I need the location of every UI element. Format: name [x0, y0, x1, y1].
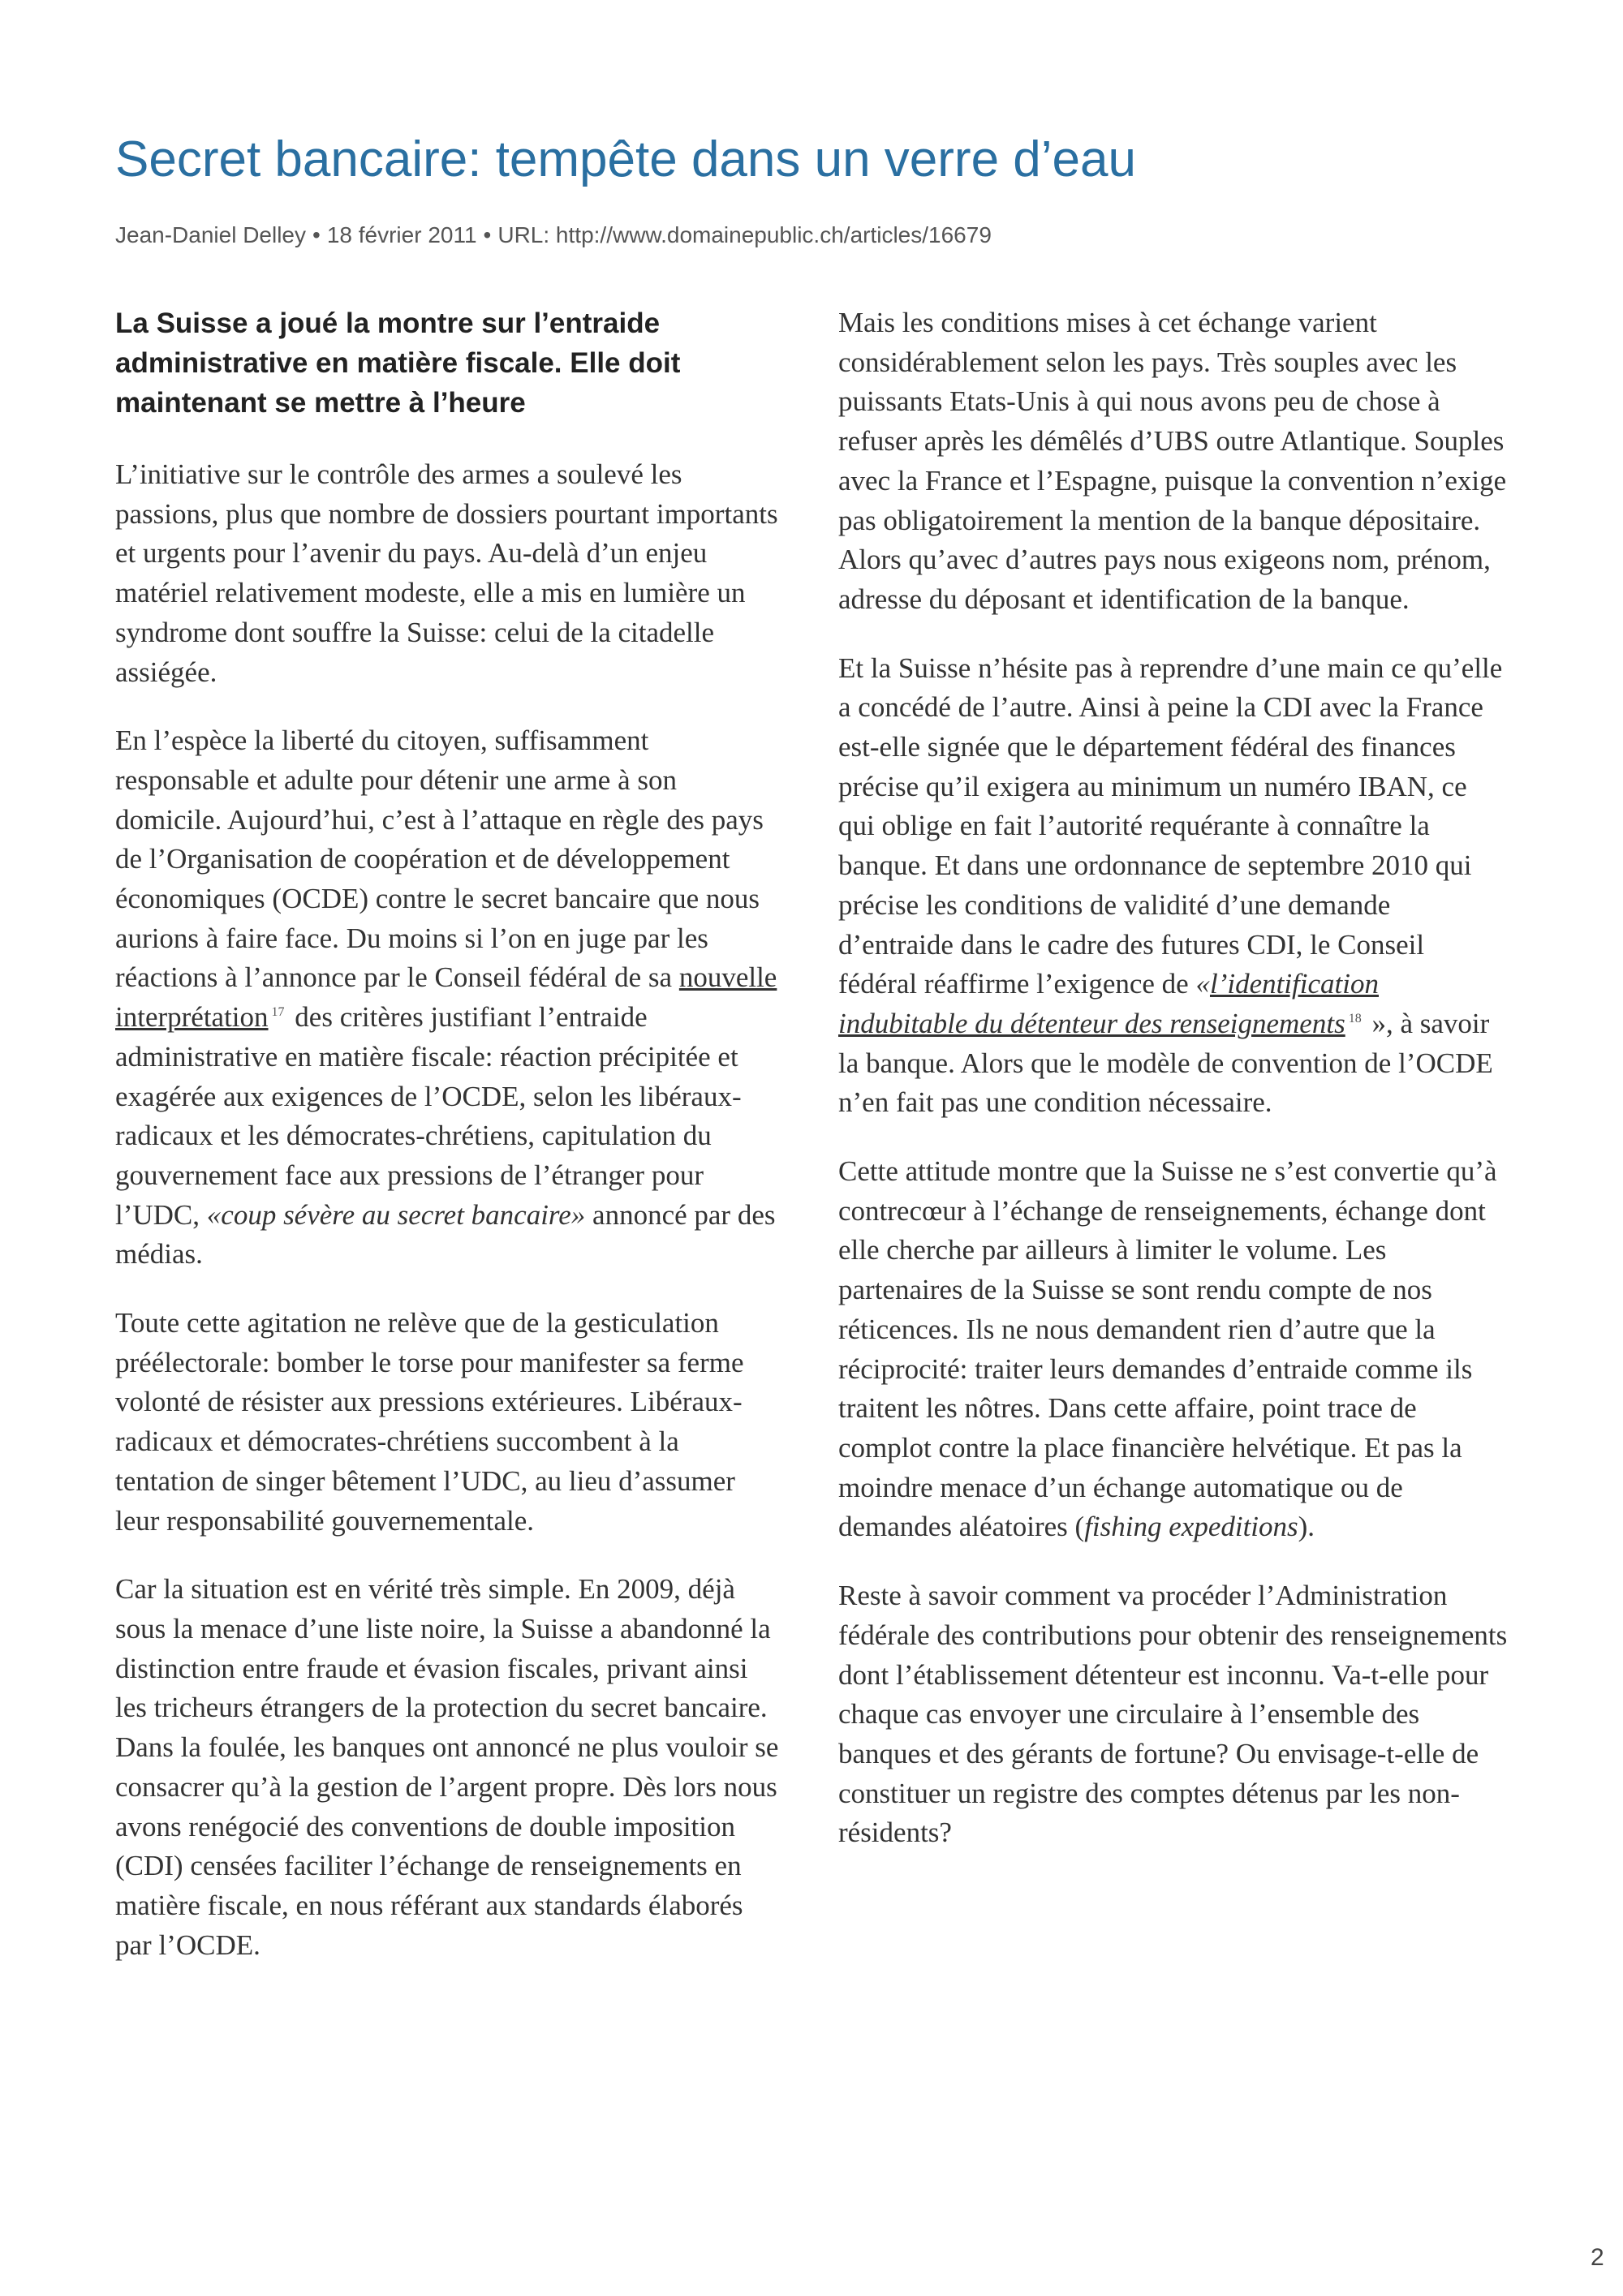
- page-number: 2: [1591, 2244, 1604, 2271]
- paragraph-1: L’initiative sur le contrôle des armes a soulevé les passions, plus que nombre de dossiers pourtant importants et urgents pour l’avenir du pays. Au-delà d’un enjeu matériel relativement modeste, elle a mis en lumière un syndrome dont souffre la Suisse: celui de la citadelle assiégée.: [115, 458, 778, 688]
- quote-close: »: [1364, 1007, 1386, 1039]
- paragraph-text: Cette attitude montre que la Suisse ne s’est convertie qu’à contrecœur à l’échange de renseignements, échange dont elle cherche par ailleurs à limiter le volume. Les partenaires de la Suisse se sont rendu compte de nos réticences. Ils ne nous demandent rien d’autre que la réciprocité: traiter leurs demandes d’entraide comme ils traitent les nôtres. Dans cette affaire, point trace de complot contre la place financière helvétique. Et pas la moindre menace d’un échange automatique ou de demandes aléatoires (: [838, 1155, 1497, 1543]
- paragraph-text: En l’espèce la liberté du citoyen, suffisamment responsable et adulte pour détenir une arme à son domicile. Aujourd’hui, c’est à l’attaque en règle des pays de l’Organisation de coopération et de développement économiques (OCDE) contre le secret bancaire que nous aurions à faire face. Du moins si l’on en juge par les réactions à l’annonce par le Conseil fédéral de sa: [115, 724, 764, 994]
- quote-coup-severe: «coup sévère au secret bancaire»: [206, 1198, 586, 1231]
- byline: [115, 221, 1543, 250]
- paragraph-8: Reste à savoir comment va procéder l’Administration fédérale des contributions pour obtenir des renseignements dont l’établissement détenteur est inconnu. Va-t-elle pour chaque cas envoyer une circulaire à l’ensemble des banques et des gérants de fortune? Ou envisage-t-elle de constituer un registre des comptes détenus par les non-résidents?: [838, 1580, 1508, 1849]
- paragraph-text: ).: [1298, 1511, 1315, 1543]
- paragraph-7: [838, 1152, 1508, 1547]
- author: Jean-Daniel Delley: [115, 222, 307, 247]
- paragraph-text: des critères justifiant l’entraide administrative en matière fiscale: réaction précipitée et exagérée aux exigences de l’OCDE, selon les libéraux-radicaux et les démocrates-chrétiens, capitulation du gouvernement face aux pressions de l’étranger pour l’UDC,: [115, 1001, 742, 1231]
- paragraph-4: Car la situation est en vérité très simple. En 2009, déjà sous la menace d’une liste noire, la Suisse a abandonné la distinction entre fraude et évasion fiscales, privant ainsi les tricheurs étrangers de la protection du secret bancaire. Dans la foulée, les banques ont annoncé ne plus vouloir se consacrer qu’à la gestion de l’argent propre. Dès lors nous avons renégocié des conventions de double imposition (CDI) censées faciliter l’échange de renseignements en matière fiscale, en nous référant aux standards élaborés par l’OCDE.: [115, 1573, 779, 1961]
- link-nouvelle-interpretation[interactable]: nouvelle interprétation: [115, 961, 777, 1034]
- footnote-ref-17[interactable]: 17: [271, 1005, 285, 1020]
- article-body: [115, 303, 1508, 2072]
- quote-open: «: [1195, 968, 1210, 1000]
- byline-separator: •: [483, 222, 492, 247]
- paragraph-6: [838, 649, 1508, 1123]
- paragraph-2: [115, 721, 785, 1275]
- paragraph-text: , à savoir la banque. Alors que le modèle de convention de l’OCDE n’en fait pas une condition nécessaire.: [838, 1007, 1493, 1119]
- fishing-expeditions-term: fishing expeditions: [1084, 1511, 1298, 1543]
- paragraph-text: annoncé par des médias.: [115, 1198, 776, 1271]
- article-url[interactable]: URL: http://www.domainepublic.ch/articles/16679: [497, 222, 992, 247]
- article-title: Secret bancaire: tempête dans un verre d’eau: [115, 131, 1136, 187]
- byline-separator: •: [312, 222, 321, 247]
- article-lead: La Suisse a joué la montre sur l’entraide administrative en matière fiscale. Elle doit maintenant se mettre à l’heure: [115, 307, 681, 419]
- paragraph-3: Toute cette agitation ne relève que de la gesticulation préélectorale: bomber le torse pour manifester sa ferme volonté de résister aux pressions extérieures. Libéraux-radicaux et démocrates-chrétiens succombent à la tentation de singer bêtement l’UDC, au lieu d’assumer leur responsabilité gouvernementale.: [115, 1307, 744, 1537]
- paragraph-text: Et la Suisse n’hésite pas à reprendre d’une main ce qu’elle a concédé de l’autre. Ainsi à peine la CDI avec la France est-elle signée que le département fédéral des finances précise qu’il exigera au minimum un numéro IBAN, ce qui oblige en fait l’autorité requérante à connaître la banque. Et dans une ordonnance de septembre 2010 qui précise les conditions de validité d’une demande d’entraide dans le cadre des futures CDI, le Conseil fédéral réaffirme l’exigence de: [838, 651, 1503, 1000]
- footnote-ref-18[interactable]: 18: [1348, 1012, 1362, 1026]
- publish-date: 18 février 2011: [326, 222, 477, 247]
- link-identification-indubitable[interactable]: l’identification indubitable du détenteur des renseignements: [838, 968, 1379, 1039]
- paragraph-5: Mais les conditions mises à cet échange varient considérablement selon les pays. Très souples avec les puissants Etats-Unis à qui nous avons peu de chose à refuser après les démêlés d’UBS outre Atlantique. Souples avec la France et l’Espagne, puisque la convention n’exige pas obligatoirement la mention de la banque dépositaire. Alors qu’avec d’autres pays nous exigeons nom, prénom, adresse du déposant et identification de la banque.: [838, 307, 1507, 615]
